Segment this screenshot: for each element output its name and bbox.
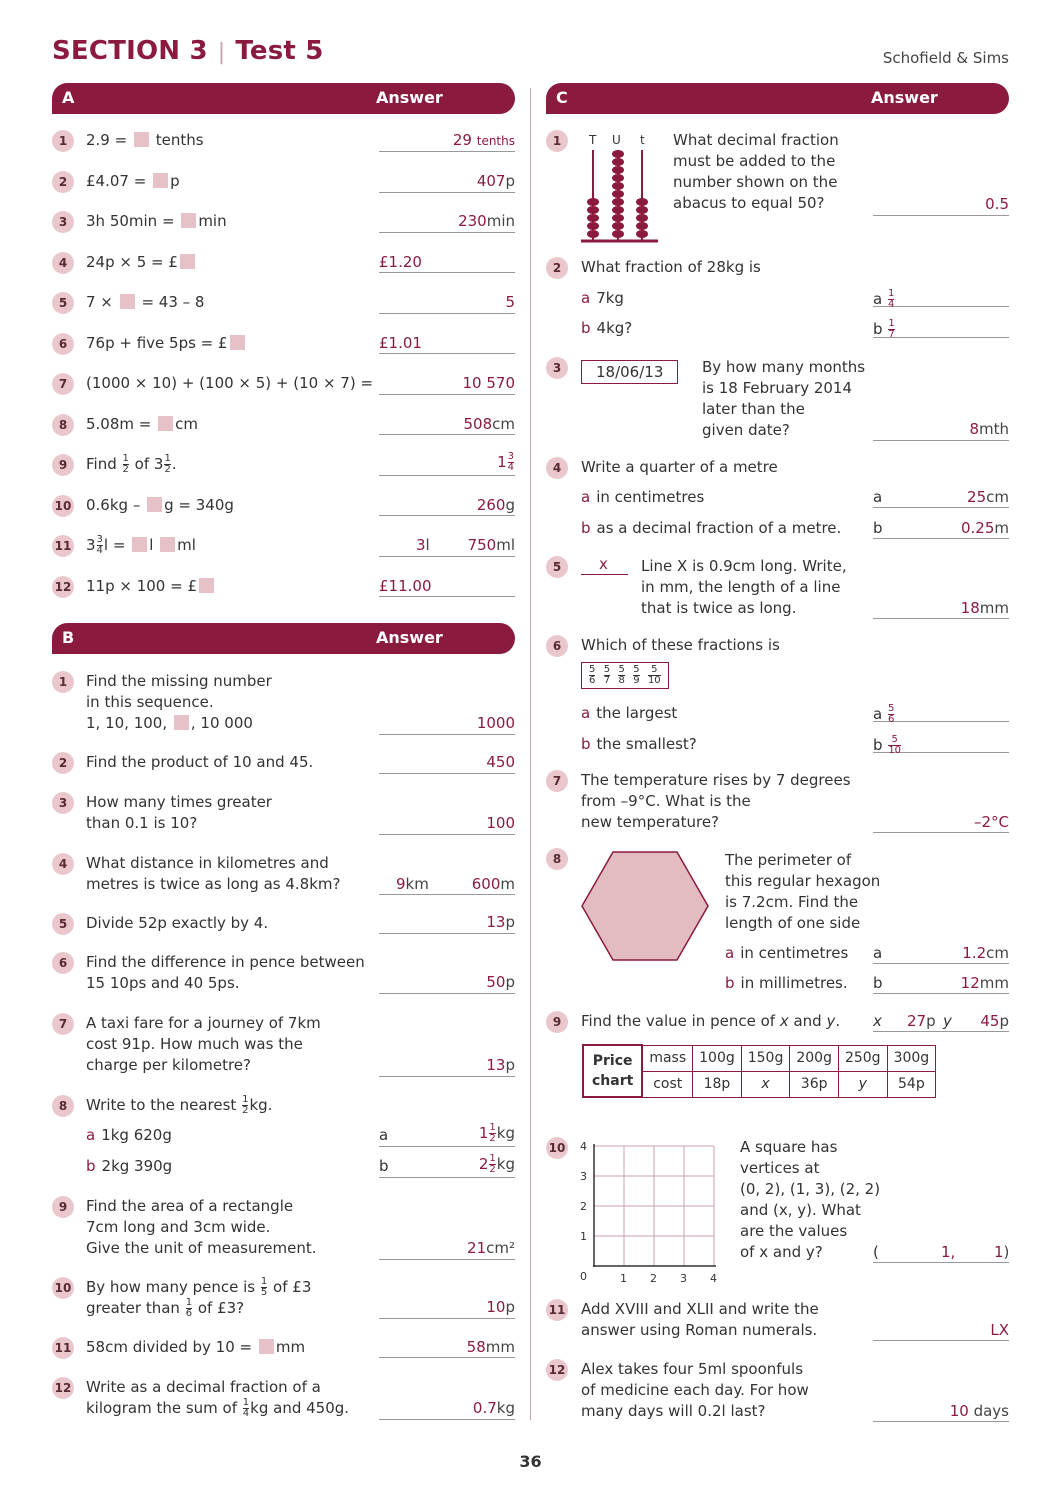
question-text: By how many pence is $\frac{1}{5}$ of £3 greater than $\frac{1}{6}$ of £3?	[86, 1276, 312, 1319]
question-number: 3	[52, 792, 74, 814]
question-text: What fraction of 28kg is	[581, 258, 761, 276]
answer: 10 days	[949, 1402, 1009, 1420]
coordinate-grid	[574, 1136, 724, 1286]
answer: 13p	[486, 1056, 515, 1074]
mass-label: mass	[642, 1045, 692, 1071]
question-text: Write a quarter of a metre	[581, 458, 778, 476]
answer-line	[379, 834, 515, 835]
part-a: a in centimetres	[581, 488, 705, 506]
answer-line	[873, 963, 1009, 964]
answer-line	[873, 538, 1009, 539]
question-text: What decimal fraction must be added to the number shown on the abacus to equal 50?	[673, 131, 839, 212]
question-number: 12	[52, 576, 74, 598]
y-tick: 3	[580, 1170, 587, 1183]
question-text: 0.6kg – g = 340g	[86, 496, 234, 514]
answer: –2°C	[973, 813, 1009, 831]
question-number: 4	[52, 252, 74, 274]
section-a-header: A Answer	[52, 83, 515, 114]
answer-line	[873, 1340, 1009, 1341]
answer: 508cm	[463, 415, 515, 433]
answer-line	[379, 1419, 515, 1420]
answer: 8mth	[969, 420, 1009, 438]
answer-x: 27p	[907, 1012, 936, 1030]
abacus	[578, 130, 662, 246]
price-chart	[582, 1044, 936, 1098]
answer-line	[379, 894, 515, 895]
question-number: 6	[52, 952, 74, 974]
answer-y-label: y	[943, 1012, 952, 1030]
column-divider	[530, 88, 531, 1420]
answer-label-a: a	[873, 488, 883, 506]
answer-y: 1)	[994, 1243, 1010, 1261]
question-number: 6	[52, 333, 74, 355]
answer-line	[379, 556, 515, 557]
question-number: 1	[52, 671, 74, 693]
question-number: 8	[52, 414, 74, 436]
answer: 450	[486, 753, 515, 771]
question-number: 5	[52, 913, 74, 935]
question-text: Alex takes four 5ml spoonfuls of medicine each day. For how many days will 0.2l last?	[581, 1360, 809, 1420]
answer-line	[379, 192, 515, 193]
answer-b: 12mm	[960, 974, 1009, 992]
question-number: 2	[52, 752, 74, 774]
answer-line	[379, 1357, 515, 1358]
open-paren: (	[873, 1243, 879, 1261]
answer-line	[379, 933, 515, 934]
part-a: a 7kg	[581, 289, 624, 307]
answer-b: 2 $\frac{1}{2}$ kg	[478, 1153, 515, 1175]
question-number: 3	[546, 357, 568, 379]
answer: 58mm	[466, 1338, 515, 1356]
answer-millilitres: 750ml	[467, 536, 515, 554]
question-number: 9	[52, 454, 74, 476]
answer-km: 9km	[396, 875, 429, 893]
answer-line	[873, 993, 1009, 994]
y-tick: 4	[580, 1140, 587, 1153]
answer-line	[379, 151, 515, 152]
question-text: Find the value in pence of x and y.	[581, 1012, 841, 1030]
part-b: b in millimetres.	[725, 974, 848, 992]
answer: 29 tenths	[452, 131, 515, 149]
question-text: 76p + five 5ps = £	[86, 333, 247, 354]
answer: 10p	[486, 1298, 515, 1316]
question-text: 24p × 5 = £	[86, 252, 197, 273]
answer-label-b: b	[873, 974, 883, 992]
answer-line	[379, 475, 515, 476]
answer-line	[379, 1259, 515, 1260]
fractions-box: $\frac{5}{6}$ $\frac{5}{7}$ $\frac{5}{8}$ $\frac{5}{9}$ $\frac{5}{10}$	[581, 662, 669, 689]
question-text: 3 $\frac{3}{4}$ l = l ml	[86, 534, 196, 556]
question-number: 11	[52, 535, 74, 557]
question-text: A square has vertices at (0, 2), (1, 3), (2, 2) and (x, y). What are the values of x and y?	[740, 1138, 881, 1261]
answer-a: 25cm	[967, 488, 1009, 506]
answer: 407p	[476, 172, 515, 190]
question-number: 2	[546, 257, 568, 279]
answer-line	[873, 440, 1009, 441]
question-number: 7	[52, 373, 74, 395]
question-number: 9	[52, 1196, 74, 1218]
cost-cell: y	[838, 1071, 887, 1097]
question-number: 11	[546, 1299, 568, 1321]
answer: 0.5	[985, 195, 1009, 213]
section-c-header: C Answer	[546, 83, 1009, 114]
answer-label-a: a	[873, 944, 883, 962]
question-text: Find the missing number in this sequence. 1, 10, 100, , 10 000	[86, 672, 272, 732]
question-number: 8	[52, 1095, 74, 1117]
question-number: 12	[546, 1359, 568, 1381]
abacus-label-t: t	[640, 133, 645, 147]
question-text: Divide 52p exactly by 4.	[86, 914, 269, 932]
answer-litres: 3l	[416, 536, 430, 554]
part-b: b 2kg 390g	[86, 1157, 173, 1175]
answer-line	[379, 394, 515, 395]
question-text: 2.9 = tenths	[86, 131, 204, 149]
grid-origin: 0	[580, 1270, 587, 1283]
x-tick: 1	[620, 1272, 627, 1285]
question-number: 6	[546, 635, 568, 657]
part-a: a 1kg 620g	[86, 1126, 172, 1144]
answer-line	[379, 773, 515, 774]
section-b-header: B Answer	[52, 623, 515, 654]
answer-a: a $\frac{5}{6}$	[873, 703, 895, 725]
question-number: 7	[52, 1013, 74, 1035]
answer-line	[873, 1421, 1009, 1422]
answer-line	[379, 272, 515, 273]
price-chart-title: Price chart	[583, 1045, 642, 1097]
publisher: Schofield & Sims	[882, 49, 1009, 67]
answer: £1.01	[379, 334, 422, 352]
answer: 13p	[486, 913, 515, 931]
question-number: 4	[52, 853, 74, 875]
answer-x-label: x	[873, 1012, 882, 1030]
question-number: 2	[52, 171, 74, 193]
answer-line	[873, 507, 1009, 508]
answer-b: b $\frac{5}{10}$	[873, 734, 902, 756]
answer-label-b: b	[873, 519, 883, 537]
question-number: 1	[52, 130, 74, 152]
abacus-label-U: U	[612, 133, 621, 147]
question-number: 11	[52, 1337, 74, 1359]
answer-y: 45p	[980, 1012, 1009, 1030]
question-number: 12	[52, 1377, 74, 1399]
question-text: Find the area of a rectangle 7cm long and 3cm wide. Give the unit of measurement.	[86, 1197, 317, 1257]
y-tick: 2	[580, 1200, 587, 1213]
question-text: (1000 × 10) + (100 × 5) + (10 × 7) =	[86, 374, 374, 392]
answer-line	[873, 215, 1009, 216]
mass-cell: 100g	[693, 1045, 742, 1071]
answer-line	[379, 596, 515, 597]
answer-line	[379, 515, 515, 516]
line-x	[581, 574, 628, 575]
question-number: 10	[52, 495, 74, 517]
part-b: b as a decimal fraction of a metre.	[581, 519, 842, 537]
cost-cell: 54p	[887, 1071, 936, 1097]
answer-line	[379, 1318, 515, 1319]
answer-x: 1,	[941, 1243, 956, 1261]
question-number: 10	[546, 1137, 568, 1159]
cost-cell: 18p	[693, 1071, 742, 1097]
y-tick: 1	[580, 1230, 587, 1243]
answer-line	[379, 1177, 515, 1178]
mass-cell: 150g	[741, 1045, 790, 1071]
question-text: Find the difference in pence between 15 10ps and 40 5ps.	[86, 953, 365, 992]
question-text: 5.08m = cm	[86, 415, 198, 433]
answer-line	[379, 993, 515, 994]
test-label: Test 5	[235, 36, 324, 66]
question-text: Write as a decimal fraction of a kilogram the sum of $\frac{1}{4}$ kg and 450g.	[86, 1378, 350, 1419]
answer: 0.7kg	[472, 1399, 515, 1417]
answer-line	[873, 618, 1009, 619]
answer-line	[379, 353, 515, 354]
answer-line	[379, 1076, 515, 1077]
answer: 10 570	[462, 374, 515, 392]
section-label: SECTION 3	[52, 36, 208, 66]
question-text: Find the product of 10 and 45.	[86, 753, 314, 771]
mass-cell: 300g	[887, 1045, 936, 1071]
answer: 5	[505, 293, 515, 311]
answer: 21cm²	[467, 1239, 515, 1257]
question-text: Write to the nearest $\frac{1}{2}$ kg.	[86, 1094, 273, 1116]
question-number: 10	[52, 1277, 74, 1299]
answer-b: 0.25m	[960, 519, 1009, 537]
question-text: Which of these fractions is	[581, 636, 780, 654]
answer: 50p	[486, 973, 515, 991]
answer: 100	[486, 814, 515, 832]
mass-cell: 200g	[790, 1045, 839, 1071]
page-title: SECTION 3 | Test 5	[52, 36, 324, 66]
question-text: By how many months is 18 February 2014 later than the given date?	[702, 358, 866, 439]
answer: LX	[990, 1321, 1009, 1339]
question-text: Add XVIII and XLII and write the answer using Roman numerals.	[581, 1300, 819, 1339]
answer-line	[873, 1031, 1009, 1032]
part-b: b 4kg?	[581, 319, 633, 337]
question-text: £4.07 = p	[86, 172, 180, 190]
question-text: The temperature rises by 7 degrees from –9°C. What is the new temperature?	[581, 771, 851, 831]
mass-cell: 250g	[838, 1045, 887, 1071]
question-text: What distance in kilometres and metres is twice as long as 4.8km?	[86, 854, 341, 893]
question-text: 7 × = 43 – 8	[86, 293, 205, 311]
answer-line	[379, 734, 515, 735]
answer-a: 1 $\frac{1}{2}$ kg	[478, 1122, 515, 1144]
question-number: 3	[52, 211, 74, 233]
answer-a: a $\frac{1}{4}$	[873, 288, 895, 310]
question-number: 1	[546, 130, 568, 152]
answer: £11.00	[379, 577, 432, 595]
question-text: 3h 50min = min	[86, 212, 227, 230]
question-text: How many times greater than 0.1 is 10?	[86, 793, 272, 832]
x-tick: 4	[710, 1272, 717, 1285]
part-a: a the largest	[581, 704, 678, 722]
answer-line	[873, 1262, 1009, 1263]
answer-line	[379, 232, 515, 233]
cost-label: cost	[642, 1071, 692, 1097]
question-text: Find $\frac{1}{2}$ of 3 $\frac{1}{2}$ .	[86, 453, 177, 475]
part-b: b the smallest?	[581, 735, 697, 753]
hexagon-shape	[580, 850, 710, 962]
question-number: 4	[546, 457, 568, 479]
answer: 1 $\frac{3}{4}$	[497, 451, 514, 473]
answer-line	[379, 434, 515, 435]
line-x-label: x	[599, 555, 608, 573]
question-number: 7	[546, 770, 568, 792]
answer-label-a: a	[379, 1126, 389, 1144]
question-number: 5	[52, 292, 74, 314]
part-a: a in centimetres	[725, 944, 849, 962]
question-text: 11p × 100 = £	[86, 576, 216, 597]
answer-line	[873, 832, 1009, 833]
cost-cell: 36p	[790, 1071, 839, 1097]
question-number: 5	[546, 556, 568, 578]
x-tick: 2	[650, 1272, 657, 1285]
date-box: 18/06/13	[581, 360, 678, 384]
answer-line	[379, 1146, 515, 1147]
answer: £1.20	[379, 253, 422, 271]
question-text: Line X is 0.9cm long. Write, in mm, the length of a line that is twice as long.	[641, 557, 847, 617]
question-number: 8	[546, 848, 568, 870]
answer-a: 1.2cm	[962, 944, 1009, 962]
question-text: A taxi fare for a journey of 7km cost 91p. How much was the charge per kilometre?	[86, 1014, 321, 1074]
abacus-label-T: T	[589, 133, 597, 147]
answer: 18mm	[960, 599, 1009, 617]
question-text: The perimeter of this regular hexagon is 7.2cm. Find the length of one side	[725, 851, 881, 932]
answer: 1000	[476, 714, 515, 732]
question-text: 58cm divided by 10 = mm	[86, 1338, 306, 1356]
answer-b: b $\frac{1}{7}$	[873, 318, 895, 340]
answer: 260g	[476, 496, 515, 514]
answer-label-b: b	[379, 1157, 389, 1175]
page-number: 36	[519, 1452, 542, 1471]
question-number: 9	[546, 1011, 568, 1033]
answer: 230min	[458, 212, 515, 230]
x-tick: 3	[680, 1272, 687, 1285]
answer-m: 600m	[471, 875, 515, 893]
cost-cell: x	[741, 1071, 790, 1097]
answer-line	[379, 313, 515, 314]
